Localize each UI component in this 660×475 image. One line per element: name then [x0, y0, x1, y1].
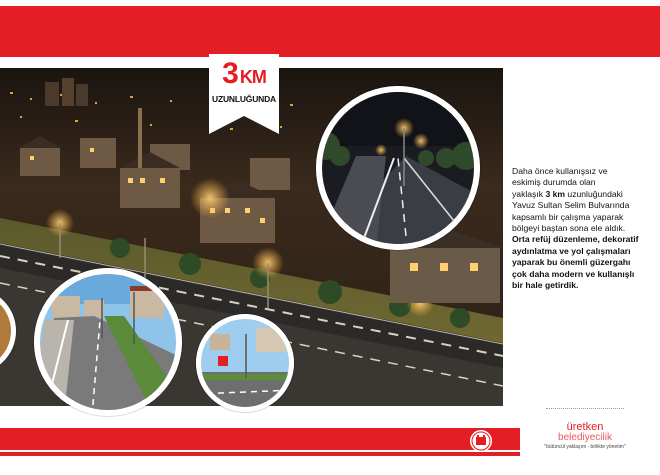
brand-line1: üretken: [566, 421, 604, 433]
para1-line: eskimiş durumda olan: [512, 177, 596, 188]
municipality-emblem-icon: [470, 430, 492, 452]
badge-unit: KM: [239, 67, 266, 87]
para1-line: Daha önce kullanışsız ve: [512, 166, 608, 176]
description-text: [512, 166, 650, 291]
para1-pre: yaklaşık: [512, 188, 546, 199]
brand-logo: [540, 422, 630, 451]
badge-caption: UZUNLUĞUNDA: [212, 94, 276, 104]
brand-divider: [546, 408, 624, 410]
para1-bold-km: 3 km: [545, 188, 566, 199]
brand-tagline: "bütüncül yaklaşım - birlikte yönetim": [544, 444, 626, 450]
intersection-circle-photo: [196, 314, 294, 412]
para2-line: bir hale getirdik.: [512, 280, 579, 291]
brand-line2: belediyecilik: [558, 432, 612, 443]
para2-line: Orta refüj düzenleme, dekoratif: [512, 234, 639, 245]
para1-line: Yavuz Sultan Selim Bulvarında: [512, 200, 630, 211]
distance-badge: [209, 54, 279, 134]
para2-line: aydınlatma ve yol çalışmaları: [512, 245, 631, 256]
boulevard-circle-photo: [316, 86, 480, 250]
bottom-red-band: [0, 428, 520, 450]
badge-distance: [209, 58, 279, 93]
top-red-band: [0, 6, 660, 57]
para1-post: uzunluğundaki: [565, 188, 623, 199]
para1-line: bölgeyi baştan sona ele aldık.: [512, 223, 626, 234]
bottom-red-stripe: [0, 452, 520, 456]
para1-line-km: [512, 189, 650, 200]
badge-number: 3: [222, 57, 238, 90]
para1-line: kapsamlı bir çalışma yaparak: [512, 211, 624, 222]
para2-line: çok daha modern ve kullanışlı: [512, 268, 635, 279]
para2-line: yaparak bu önemli güzergahı: [512, 257, 631, 268]
daytime-road-circle-photo: [34, 268, 182, 416]
